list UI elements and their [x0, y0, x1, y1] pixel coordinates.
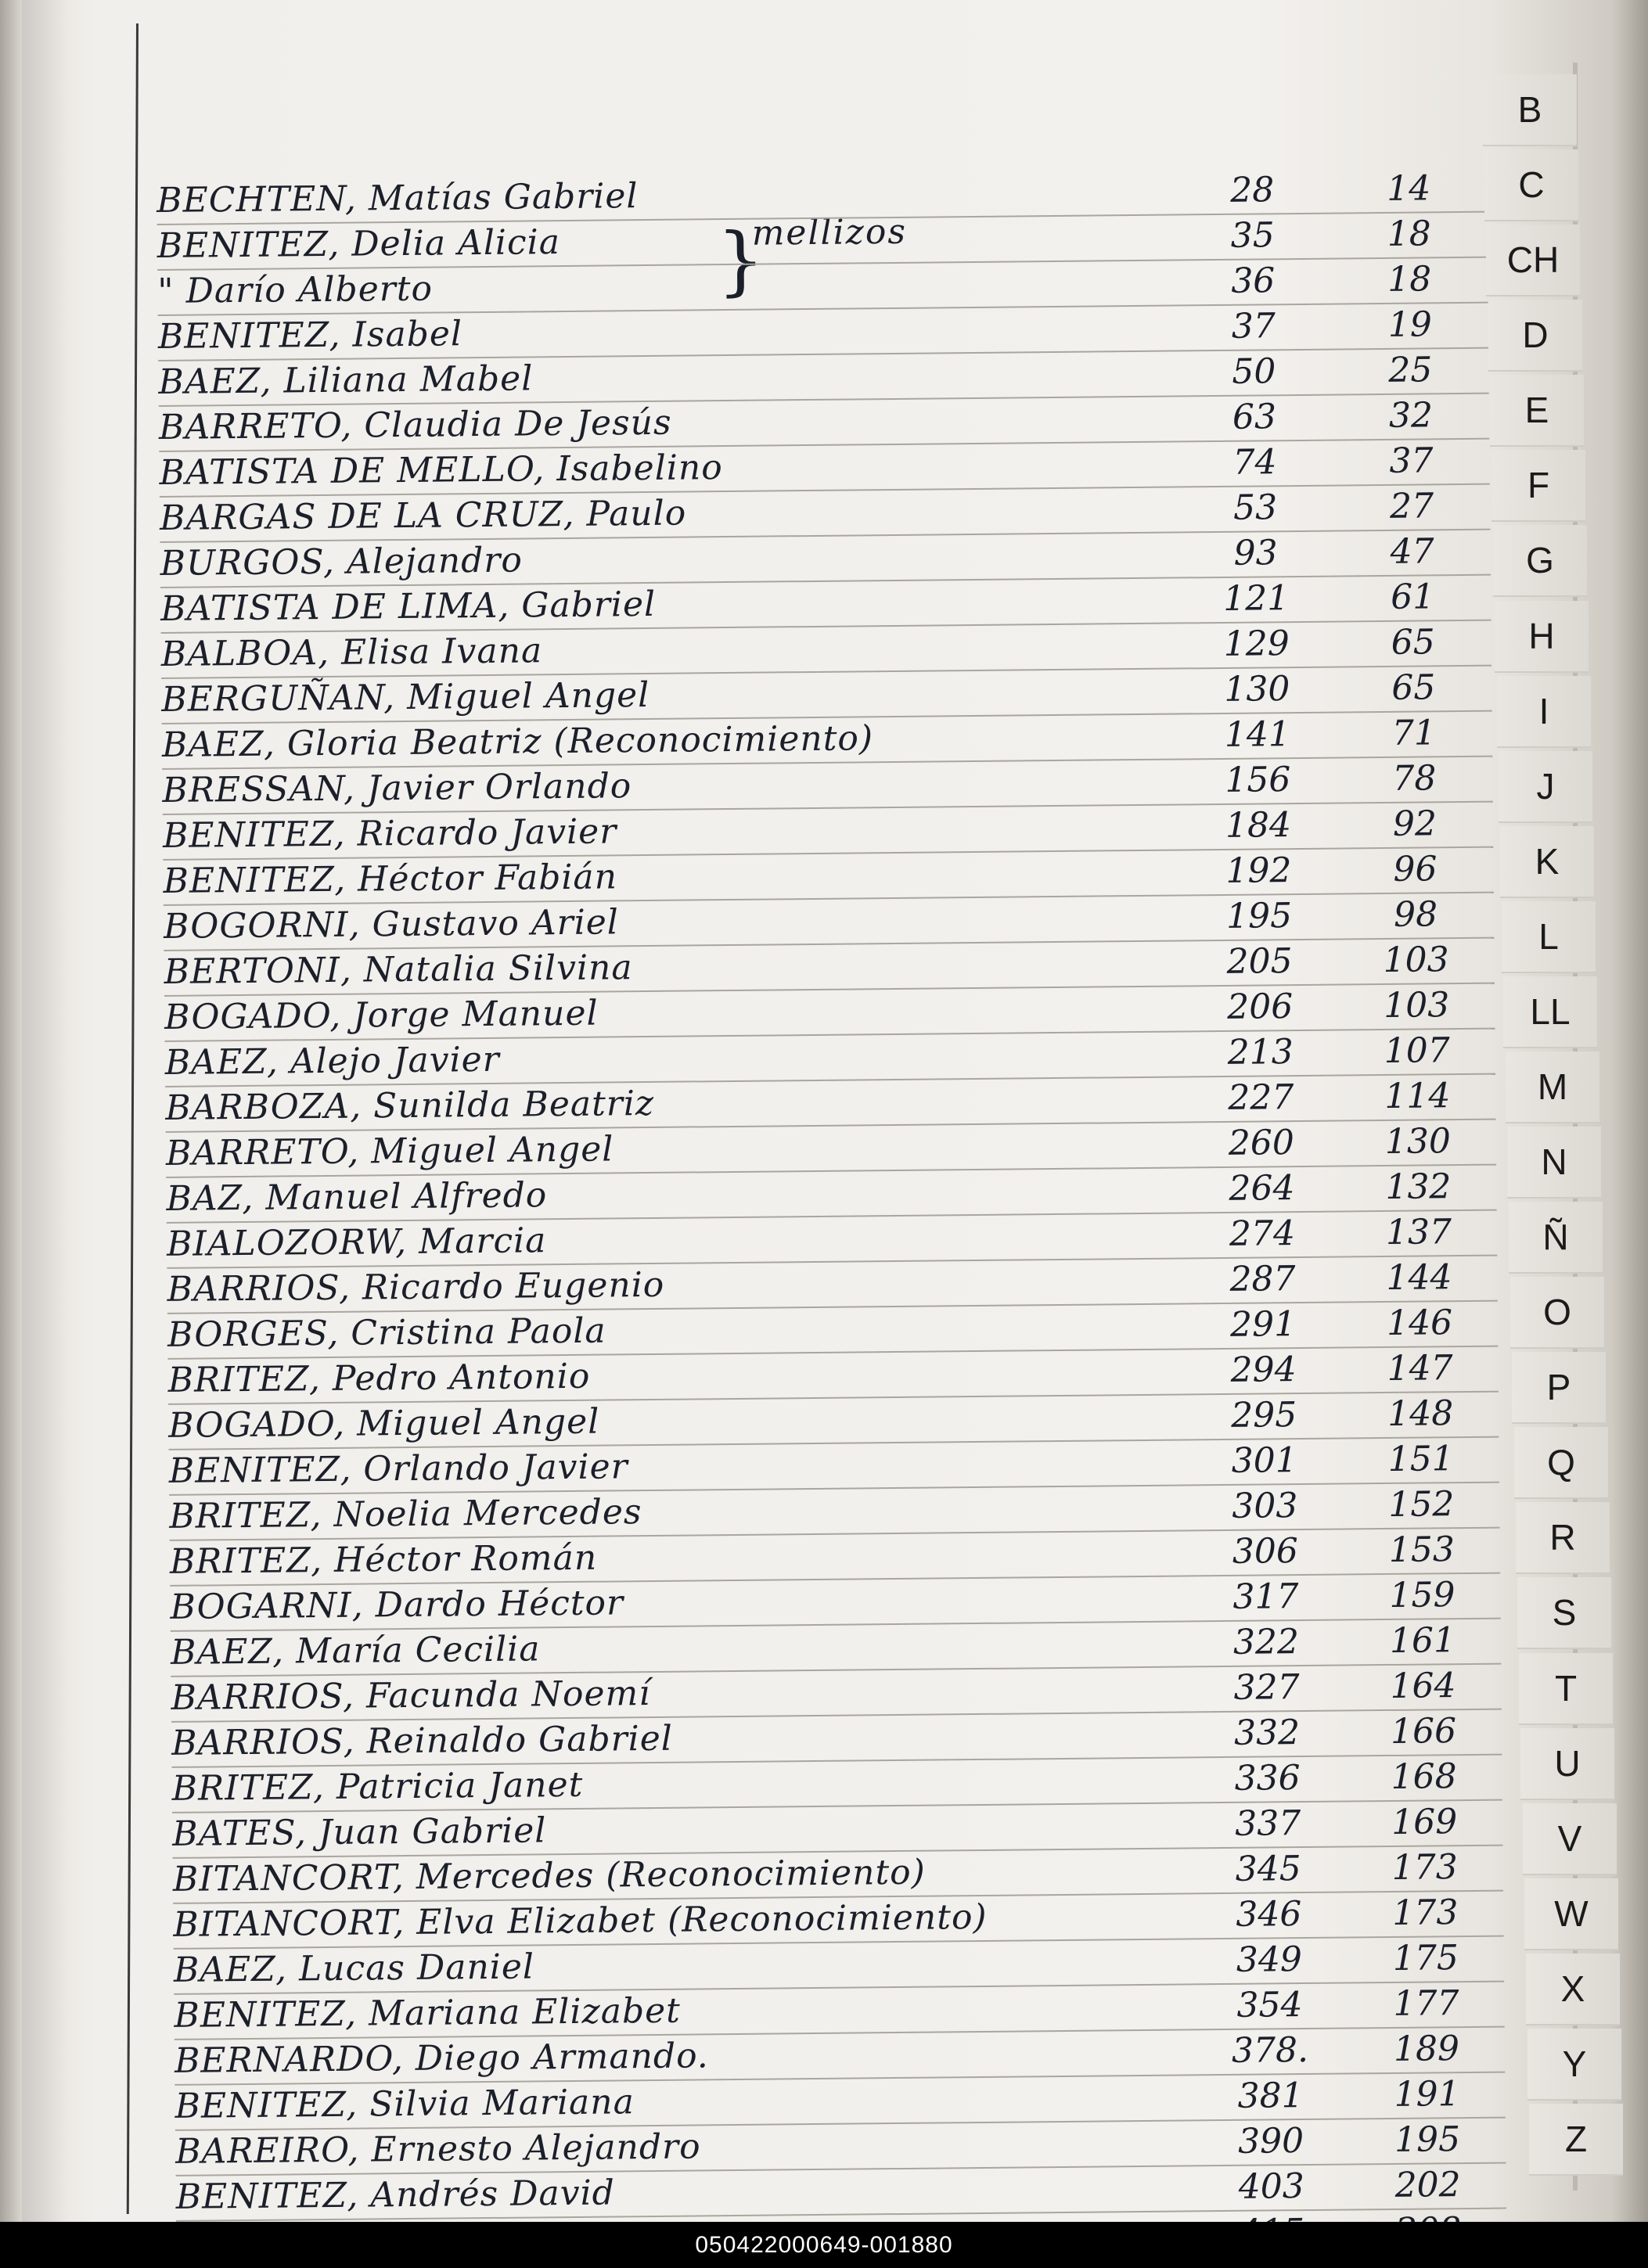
- entry-name: BIALOZORW, Marcia: [166, 1220, 547, 1264]
- entry-number-2: 169: [1391, 1802, 1458, 1842]
- entry-name: BENITEZ, Delia Alicia: [157, 222, 561, 266]
- entry-number-2: 103: [1383, 940, 1449, 980]
- entry-number-1: 36: [1231, 261, 1276, 301]
- index-tab[interactable]: B: [1483, 74, 1577, 146]
- entry-number-1: 337: [1234, 1803, 1301, 1844]
- index-tab[interactable]: G: [1493, 525, 1587, 597]
- entry-number-1: 274: [1229, 1213, 1296, 1254]
- entry-name: BENITEZ, Silvia Mariana: [175, 2082, 635, 2126]
- entry-number-2: 107: [1384, 1030, 1450, 1071]
- entry-number-2: 65: [1391, 667, 1436, 708]
- entry-number-1: 205: [1226, 941, 1293, 982]
- entry-name: BARRETO, Claudia De Jesús: [158, 402, 672, 447]
- entry-number-1: 303: [1232, 1486, 1298, 1526]
- entry-name: BITANCORT, Elva Elizabet (Reconocimiento): [173, 1896, 988, 1945]
- entry-name: BAEZ, María Cecilia: [170, 1629, 541, 1673]
- entry-number-1: 317: [1232, 1576, 1299, 1617]
- index-tab[interactable]: T: [1519, 1653, 1613, 1725]
- entry-number-2: 114: [1384, 1076, 1451, 1116]
- entry-name: BRITEZ, Noelia Mercedes: [169, 1492, 642, 1537]
- spine-shadow: [22, 0, 69, 2222]
- entry-number-1: 141: [1224, 714, 1291, 755]
- entry-number-2: 37: [1389, 440, 1434, 481]
- book-cover-edge: [0, 0, 22, 2222]
- entry-number-2: 130: [1384, 1121, 1452, 1162]
- index-tab[interactable]: Y: [1527, 2029, 1621, 2101]
- entry-number-1: 35: [1230, 215, 1275, 256]
- entry-number-1: 195: [1225, 896, 1293, 936]
- entry-name: BORGES, Cristina Paola: [167, 1310, 606, 1355]
- entry-number-1: 291: [1229, 1304, 1297, 1345]
- entry-number-2: 164: [1390, 1666, 1456, 1706]
- entry-number-2: 19: [1387, 304, 1433, 345]
- entry-number-2: 98: [1393, 894, 1438, 935]
- entry-name: BENITEZ, Héctor Fabián: [163, 857, 618, 901]
- entry-name: BOGARNI, Dardo Héctor: [170, 1583, 624, 1627]
- entry-number-2: 161: [1389, 1620, 1456, 1661]
- entry-number-1: 403: [1238, 2166, 1304, 2207]
- entry-number-1: 121: [1222, 578, 1290, 619]
- entry-name: BERTONI, Natalia Silvina: [164, 947, 633, 992]
- entry-number-2: 96: [1393, 849, 1438, 890]
- index-tab[interactable]: Q: [1514, 1427, 1608, 1499]
- entry-number-2: 153: [1388, 1529, 1455, 1570]
- entry-number-1: 354: [1236, 1985, 1303, 2025]
- entry-name: BURGOS, Alejandro: [160, 540, 524, 584]
- index-tab[interactable]: O: [1510, 1277, 1604, 1349]
- entry-number-2: 177: [1393, 1983, 1459, 2024]
- entry-number-1: 295: [1230, 1395, 1297, 1436]
- entry-number-2: 191: [1394, 2074, 1460, 2115]
- entry-number-2: 92: [1392, 803, 1438, 844]
- entry-name: BATES, Juan Gabriel: [172, 1810, 547, 1854]
- twins-note: mellizos: [751, 211, 908, 253]
- entry-name: BALBOA, Elisa Ivana: [160, 631, 543, 674]
- entry-number-2: 132: [1385, 1166, 1452, 1207]
- ledger-rows: [157, 167, 1507, 2267]
- entry-number-2: 195: [1394, 2119, 1461, 2160]
- entry-number-2: 47: [1390, 531, 1434, 572]
- index-tab[interactable]: Z: [1529, 2104, 1623, 2176]
- entry-name: BATISTA DE LIMA, Gabriel: [160, 584, 657, 629]
- entry-name: BERGUÑAN, Miguel Angel: [161, 674, 650, 720]
- index-tab[interactable]: P: [1512, 1352, 1606, 1424]
- index-tab[interactable]: R: [1516, 1502, 1610, 1574]
- entry-name: BAEZ, Liliana Mabel: [158, 358, 534, 402]
- entry-name: BRITEZ, Pedro Antonio: [167, 1356, 591, 1400]
- entry-number-2: 146: [1386, 1303, 1453, 1343]
- entry-number-1: 74: [1232, 442, 1277, 483]
- entry-name: BARRIOS, Reinaldo Gabriel: [171, 1718, 674, 1763]
- entry-number-1: 306: [1232, 1531, 1299, 1572]
- index-tab[interactable]: N: [1507, 1127, 1601, 1199]
- entry-number-2: 61: [1390, 577, 1435, 617]
- entry-name: BARRIOS, Facunda Noemí: [171, 1673, 651, 1718]
- entry-name: BARRETO, Miguel Angel: [165, 1129, 614, 1174]
- entry-number-2: 202: [1394, 2165, 1461, 2205]
- entry-number-2: 25: [1388, 350, 1433, 390]
- entry-number-2: 173: [1391, 1847, 1459, 1888]
- entry-number-1: 37: [1231, 306, 1276, 347]
- index-tab[interactable]: LL: [1503, 976, 1597, 1048]
- entry-number-1: 345: [1235, 1849, 1302, 1889]
- entry-number-2: 173: [1392, 1892, 1459, 1933]
- index-tab[interactable]: Ñ: [1509, 1202, 1603, 1274]
- entry-name: BARGAS DE LA CRUZ, Paulo: [159, 493, 687, 538]
- entry-name: BAREIRO, Ernesto Alejandro: [175, 2126, 701, 2172]
- entry-name: BENITEZ, Orlando Javier: [168, 1447, 628, 1491]
- index-tab[interactable]: M: [1506, 1051, 1599, 1123]
- index-tab[interactable]: L: [1502, 901, 1596, 973]
- entry-number-2: 159: [1389, 1575, 1455, 1616]
- entry-number-2: 152: [1388, 1484, 1455, 1525]
- entry-number-1: 129: [1223, 624, 1290, 664]
- entry-name: " Darío Alberto: [157, 268, 434, 311]
- entry-name: BAEZ, Gloria Beatriz (Reconocimiento): [161, 718, 874, 765]
- entry-number-2: 148: [1387, 1393, 1454, 1434]
- entry-name: BRITEZ, Héctor Román: [169, 1537, 598, 1582]
- entry-name: BARRIOS, Ricardo Eugenio: [167, 1264, 665, 1310]
- index-tab[interactable]: H: [1495, 601, 1589, 673]
- entry-number-2: 65: [1391, 622, 1435, 663]
- entry-name: BAEZ, Alejo Javier: [164, 1039, 500, 1083]
- entry-name: BITANCORT, Mercedes (Reconocimiento): [172, 1852, 927, 1900]
- index-tab[interactable]: CH: [1486, 225, 1580, 297]
- margin-rule: [127, 23, 139, 2214]
- entry-number-1: 227: [1228, 1077, 1294, 1118]
- entry-number-1: 93: [1233, 533, 1278, 573]
- entry-number-1: 260: [1228, 1123, 1295, 1163]
- entry-name: BRITEZ, Patricia Janet: [171, 1764, 584, 1809]
- entry-name: BOGADO, Miguel Angel: [168, 1401, 600, 1446]
- entry-number-2: 168: [1391, 1756, 1457, 1797]
- entry-name: BENITEZ, Ricardo Javier: [162, 811, 617, 856]
- entry-number-1: 213: [1227, 1032, 1294, 1073]
- entry-number-2: 189: [1393, 2029, 1460, 2069]
- entry-number-2: 78: [1392, 758, 1437, 799]
- entry-number-1: 192: [1225, 850, 1292, 891]
- entry-number-2: 18: [1387, 259, 1432, 300]
- entry-number-1: 294: [1230, 1350, 1297, 1390]
- entry-name: BAZ, Manuel Alfredo: [166, 1175, 548, 1219]
- entry-number-1: 130: [1224, 669, 1290, 710]
- entry-number-1: 322: [1232, 1622, 1300, 1662]
- index-tab[interactable]: E: [1490, 375, 1584, 447]
- entry-number-1: 378.: [1231, 2029, 1309, 2071]
- entry-number-2: 151: [1387, 1439, 1454, 1479]
- entry-number-1: 349: [1236, 1939, 1303, 1980]
- entry-name: BOGADO, Jorge Manuel: [164, 993, 599, 1037]
- entry-number-1: 336: [1234, 1758, 1301, 1799]
- entry-name: BAEZ, Lucas Daniel: [173, 1946, 535, 1990]
- entry-number-1: 156: [1225, 760, 1291, 800]
- index-tab[interactable]: W: [1524, 1878, 1618, 1950]
- index-tab[interactable]: X: [1526, 1953, 1620, 2025]
- index-tab[interactable]: F: [1491, 450, 1585, 522]
- entry-number-1: 381: [1237, 2076, 1304, 2116]
- entry-number-1: 28: [1229, 170, 1275, 210]
- entry-number-1: 53: [1232, 487, 1278, 528]
- entry-number-2: 71: [1391, 713, 1437, 753]
- entry-number-2: 103: [1383, 985, 1450, 1026]
- entry-number-2: 147: [1387, 1348, 1453, 1389]
- index-tab[interactable]: I: [1497, 676, 1591, 748]
- entry-number-1: 184: [1225, 805, 1292, 846]
- entry-name: BECHTEN, Matías Gabriel: [157, 176, 639, 221]
- twins-brace: }: [716, 216, 765, 305]
- index-tab[interactable]: J: [1499, 751, 1592, 823]
- entry-name: BATISTA DE MELLO, Isabelino: [159, 447, 723, 493]
- entry-number-1: 287: [1229, 1259, 1296, 1299]
- entry-number-2: 137: [1385, 1212, 1452, 1253]
- alphabet-index-tabs: [1483, 74, 1592, 2179]
- entry-number-2: 144: [1386, 1257, 1452, 1298]
- entry-name: BRESSAN, Javier Orlando: [162, 766, 632, 811]
- entry-number-1: 206: [1226, 987, 1294, 1027]
- image-id-footer: 050422000649-001880: [0, 2222, 1648, 2268]
- index-tab[interactable]: S: [1517, 1577, 1611, 1649]
- index-tab[interactable]: V: [1523, 1803, 1617, 1875]
- index-tab[interactable]: U: [1520, 1728, 1614, 1800]
- entry-number-1: 63: [1232, 397, 1277, 437]
- entry-number-1: 50: [1232, 351, 1276, 392]
- index-tab[interactable]: D: [1488, 300, 1582, 372]
- entry-name: BENITEZ, Andrés David: [175, 2173, 616, 2217]
- index-tab[interactable]: K: [1500, 826, 1594, 898]
- entry-name: BOGORNI, Gustavo Ariel: [163, 902, 620, 947]
- entry-name: BENITEZ, Mariana Elizabet: [174, 1990, 682, 2036]
- entry-number-1: 346: [1236, 1894, 1302, 1935]
- entry-number-1: 327: [1233, 1667, 1300, 1708]
- entry-number-2: 14: [1386, 168, 1431, 209]
- entry-number-2: 166: [1390, 1711, 1457, 1752]
- entry-number-2: 18: [1387, 214, 1431, 254]
- entry-number-1: 301: [1231, 1440, 1298, 1481]
- entry-name: BERNARDO, Diego Armando.: [174, 2036, 710, 2081]
- entry-number-1: 390: [1237, 2121, 1304, 2162]
- entry-number-2: 27: [1389, 486, 1434, 527]
- entry-number-1: 332: [1233, 1713, 1301, 1753]
- entry-number-2: 175: [1392, 1938, 1459, 1979]
- entry-name: BARBOZA, Sunilda Beatriz: [165, 1083, 655, 1128]
- entry-name: BENITEZ, Isabel: [157, 314, 463, 357]
- index-tab[interactable]: C: [1484, 149, 1578, 221]
- entry-number-2: 32: [1388, 395, 1434, 436]
- entry-number-1: 264: [1229, 1168, 1295, 1209]
